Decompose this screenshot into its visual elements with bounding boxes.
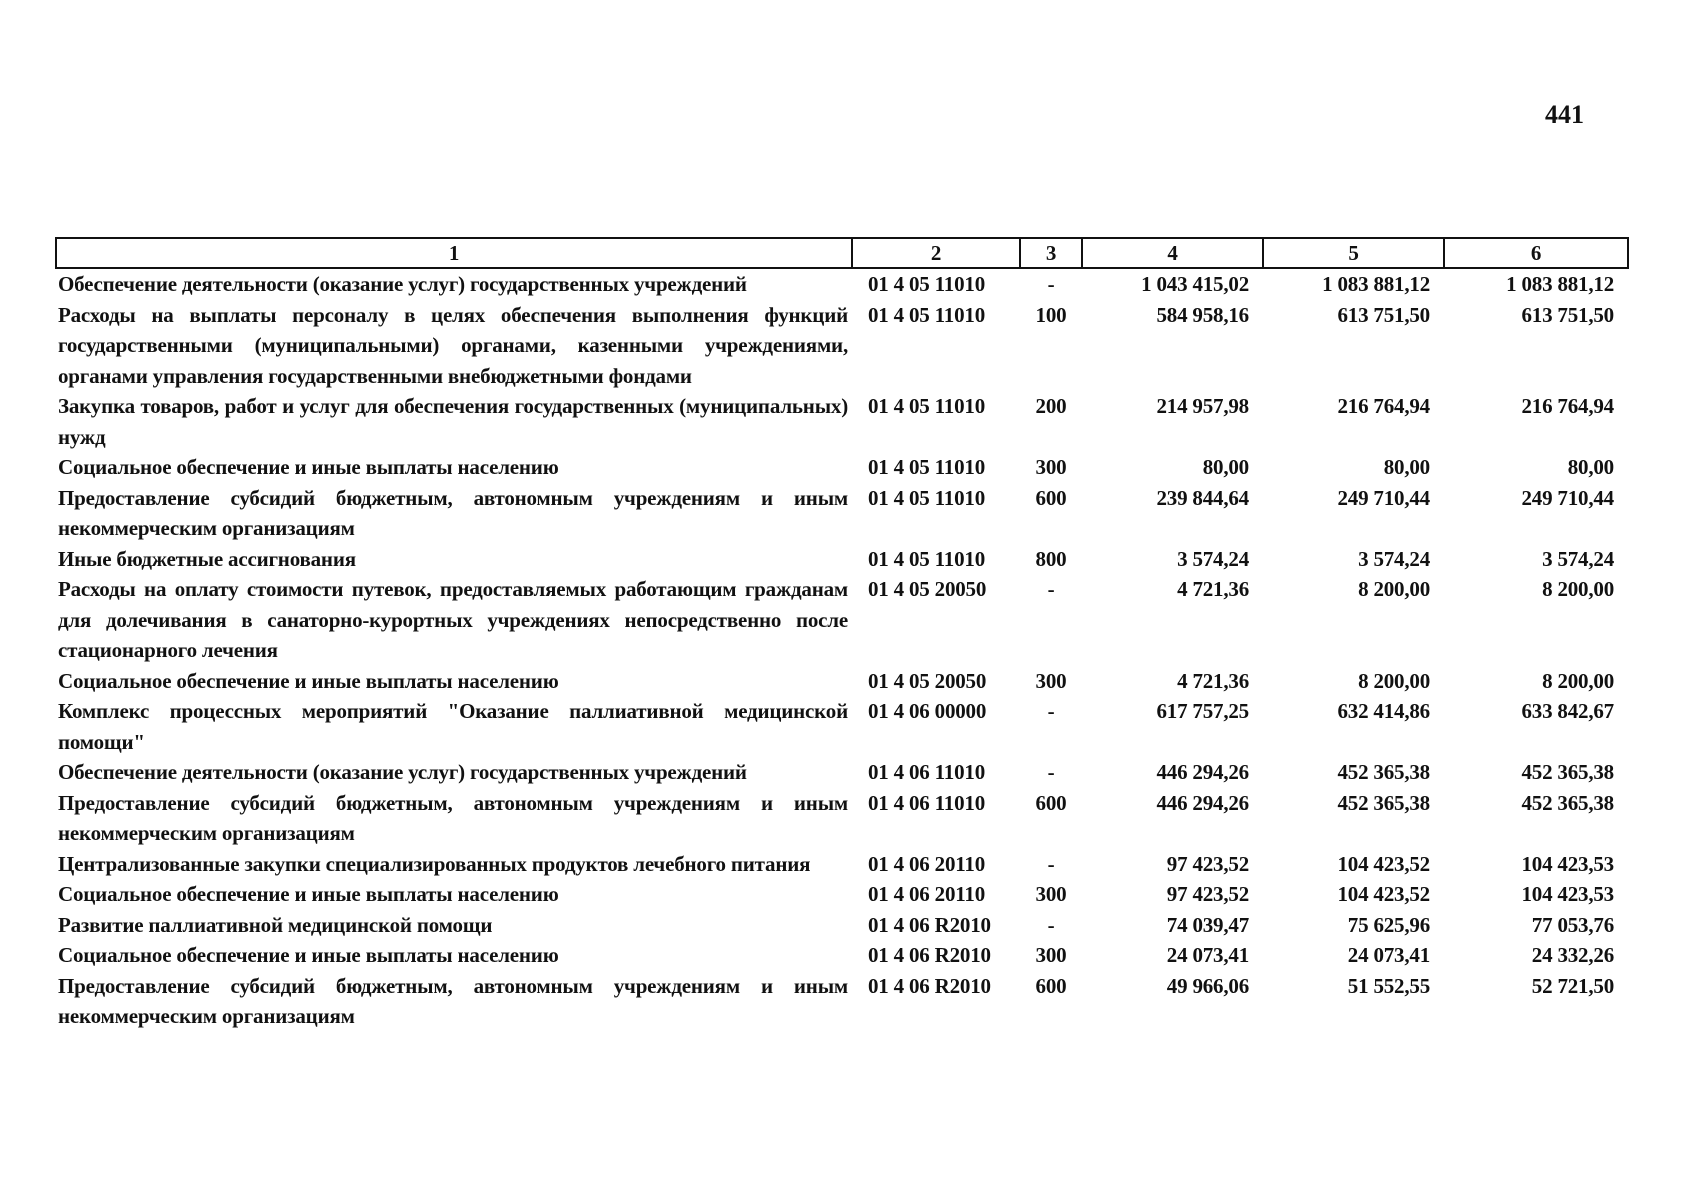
table-row (56, 940, 1628, 971)
row-expense-type: 800 (1035, 546, 1067, 571)
table-row (56, 910, 1628, 941)
row-code: 01 4 06 20110 (868, 851, 985, 876)
row-name: Расходы на выплаты персоналу в целях обеспечения выполнения функций государственными (муниципальными) органами, казенными учреждениями, органами управления государственными внебюджетными фондами (58, 302, 848, 388)
row-code: 01 4 05 11010 (868, 272, 985, 296)
table-row (56, 696, 1628, 757)
row-value-4: 97 423,52 (1166, 851, 1249, 876)
row-code: 01 4 05 20050 (868, 577, 987, 601)
row-expense-type: 300 (1035, 882, 1067, 906)
row-code: 01 4 05 11010 (868, 394, 985, 418)
row-value-4: 584 958,16 (1156, 302, 1249, 327)
row-value-6: 633 842,67 (1521, 699, 1614, 723)
table-row (56, 452, 1628, 483)
row-value-6: 452 365,38 (1521, 790, 1614, 815)
header-cell-4: 4 (1082, 238, 1263, 268)
row-expense-type: 100 (1035, 302, 1067, 327)
row-expense-type: 600 (1035, 485, 1067, 510)
row-name: Закупка товаров, работ и услуг для обеспечения государственных (муниципальных) нужд (58, 394, 848, 449)
row-name: Предоставление субсидий бюджетным, автономным учреждениям и иным некоммерческим организациям (58, 790, 848, 845)
row-code: 01 4 05 20050 (868, 668, 987, 693)
table-row (56, 483, 1628, 544)
table-header (56, 238, 1628, 268)
row-value-4: 446 294,26 (1156, 760, 1249, 784)
row-expense-type: 600 (1035, 973, 1067, 998)
row-code: 01 4 05 11010 (868, 485, 985, 510)
row-value-4: 4 721,36 (1177, 577, 1249, 601)
row-value-6: 104 423,53 (1521, 851, 1614, 876)
row-code: 01 4 06 11010 (868, 760, 985, 784)
row-name: Обеспечение деятельности (оказание услуг) государственных учреждений (58, 272, 747, 296)
row-expense-type: - (1047, 577, 1055, 601)
row-value-4: 49 966,06 (1166, 973, 1249, 998)
row-value-6: 216 764,94 (1521, 394, 1614, 418)
row-value-5: 3 574,24 (1358, 546, 1430, 571)
budget-table (55, 237, 1629, 1032)
row-code: 01 4 06 R2010 (868, 943, 991, 967)
row-value-5: 51 552,55 (1347, 973, 1430, 998)
table-row (56, 300, 1628, 392)
row-code: 01 4 05 11010 (868, 455, 985, 479)
table-row (56, 757, 1628, 788)
header-cell-2: 2 (852, 238, 1020, 268)
row-expense-type: 300 (1035, 943, 1067, 967)
row-code: 01 4 05 11010 (868, 302, 985, 327)
table-row (56, 268, 1628, 300)
row-name: Социальное обеспечение и иные выплаты населению (58, 943, 559, 967)
row-value-5: 8 200,00 (1358, 577, 1430, 601)
row-value-6: 80,00 (1567, 455, 1614, 479)
row-value-4: 214 957,98 (1156, 394, 1249, 418)
row-value-6: 8 200,00 (1542, 577, 1614, 601)
table-row (56, 879, 1628, 910)
row-name: Социальное обеспечение и иные выплаты населению (58, 668, 559, 693)
table-row (56, 849, 1628, 880)
row-value-4: 3 574,24 (1177, 546, 1249, 571)
table-row (56, 391, 1628, 452)
row-value-6: 3 574,24 (1542, 546, 1614, 571)
row-value-6: 1 083 881,12 (1506, 272, 1614, 296)
row-value-5: 1 083 881,12 (1322, 272, 1430, 296)
row-value-4: 446 294,26 (1156, 790, 1249, 815)
row-code: 01 4 06 11010 (868, 790, 985, 815)
row-value-4: 1 043 415,02 (1141, 272, 1249, 296)
row-value-4: 24 073,41 (1166, 943, 1249, 967)
row-name: Предоставление субсидий бюджетным, автономным учреждениям и иным некоммерческим организациям (58, 485, 848, 540)
row-value-5: 80,00 (1383, 455, 1430, 479)
row-expense-type: 300 (1035, 455, 1067, 479)
table-row (56, 574, 1628, 666)
row-value-4: 4 721,36 (1177, 668, 1249, 693)
row-expense-type: 300 (1035, 668, 1067, 693)
row-expense-type: 600 (1035, 790, 1067, 815)
row-code: 01 4 06 R2010 (868, 973, 991, 998)
row-value-5: 104 423,52 (1337, 851, 1430, 876)
row-value-6: 77 053,76 (1531, 912, 1614, 937)
row-expense-type: - (1047, 851, 1055, 876)
row-value-6: 8 200,00 (1542, 668, 1614, 693)
row-value-6: 104 423,53 (1521, 882, 1614, 906)
row-value-5: 452 365,38 (1337, 790, 1430, 815)
row-value-6: 24 332,26 (1531, 943, 1614, 967)
row-expense-type: - (1047, 760, 1055, 784)
table-body (56, 268, 1628, 1032)
row-name: Расходы на оплату стоимости путевок, предоставляемых работающим гражданам для долечивания в санаторно-курортных учреждениях непосредственно после стационарного лечения (58, 577, 848, 662)
row-value-6: 249 710,44 (1521, 485, 1614, 510)
row-expense-type: 200 (1035, 394, 1067, 418)
row-code: 01 4 05 11010 (868, 546, 985, 571)
row-value-4: 617 757,25 (1156, 699, 1249, 723)
header-cell-1: 1 (56, 238, 852, 268)
row-expense-type: - (1047, 912, 1055, 937)
row-value-5: 613 751,50 (1337, 302, 1430, 327)
table-row (56, 544, 1628, 575)
row-value-4: 80,00 (1202, 455, 1249, 479)
row-expense-type: - (1047, 272, 1055, 296)
row-value-6: 52 721,50 (1531, 973, 1614, 998)
row-value-5: 24 073,41 (1347, 943, 1430, 967)
row-name: Обеспечение деятельности (оказание услуг) государственных учреждений (58, 760, 747, 784)
row-value-6: 613 751,50 (1521, 302, 1614, 327)
row-value-4: 239 844,64 (1156, 485, 1249, 510)
page-number: 441 (1545, 100, 1584, 129)
row-name: Социальное обеспечение и иные выплаты населению (58, 882, 559, 906)
row-value-5: 452 365,38 (1337, 760, 1430, 784)
header-cell-6: 6 (1444, 238, 1628, 268)
table-row (56, 666, 1628, 697)
row-name: Предоставление субсидий бюджетным, автономным учреждениям и иным некоммерческим организациям (58, 973, 848, 1028)
row-value-4: 74 039,47 (1166, 912, 1249, 937)
table-row (56, 971, 1628, 1032)
row-value-5: 216 764,94 (1337, 394, 1430, 418)
header-cell-3: 3 (1020, 238, 1082, 268)
row-expense-type: - (1047, 699, 1055, 723)
header-cell-5: 5 (1263, 238, 1444, 268)
table-row (56, 788, 1628, 849)
row-value-6: 452 365,38 (1521, 760, 1614, 784)
row-name: Централизованные закупки специализированных продуктов лечебного питания (58, 851, 811, 876)
header-row (56, 238, 1628, 268)
row-value-5: 104 423,52 (1337, 882, 1430, 906)
row-name: Развитие паллиативной медицинской помощи (58, 912, 493, 937)
row-value-4: 97 423,52 (1166, 882, 1249, 906)
row-value-5: 249 710,44 (1337, 485, 1430, 510)
row-name: Социальное обеспечение и иные выплаты населению (58, 455, 559, 479)
row-name: Комплекс процессных мероприятий "Оказание паллиативной медицинской помощи" (58, 699, 848, 754)
row-code: 01 4 06 20110 (868, 882, 985, 906)
row-code: 01 4 06 R2010 (868, 912, 991, 937)
row-value-5: 8 200,00 (1358, 668, 1430, 693)
row-name: Иные бюджетные ассигнования (58, 546, 356, 571)
row-value-5: 632 414,86 (1337, 699, 1430, 723)
row-code: 01 4 06 00000 (868, 699, 987, 723)
row-value-5: 75 625,96 (1347, 912, 1430, 937)
